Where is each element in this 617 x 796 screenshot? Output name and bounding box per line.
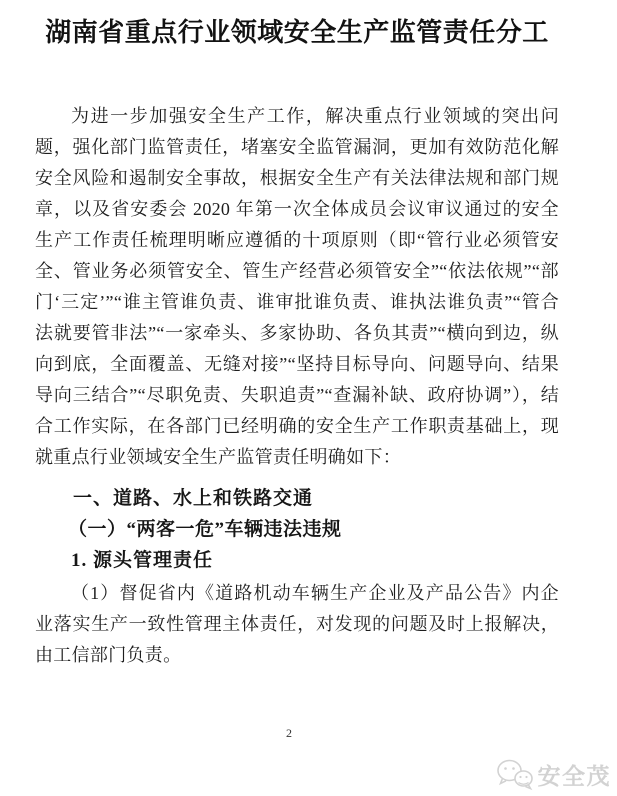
- page-title: 湖南省重点行业领域安全生产监管责任分工: [45, 18, 549, 47]
- paragraph-line: 就重点行业领域安全生产监管责任明确如下：: [35, 447, 401, 467]
- wechat-chat-bubbles-icon: [495, 757, 535, 791]
- intro-paragraph: [35, 101, 559, 473]
- paragraph-line: 由工信部门负责。: [35, 645, 182, 665]
- paragraph-line: 全、管业务必须管安全、管生产经营必须管安全”“依法依规”“部: [35, 261, 559, 281]
- section-heading-level1: 一、道路、水上和铁路交通: [73, 488, 314, 509]
- paragraph-line: 章，以及省安委会 2020 年第一次全体成员会议审议通过的安全: [35, 199, 559, 219]
- body-paragraph: [35, 578, 559, 671]
- document-content: [35, 0, 559, 671]
- paragraph-line: 生产工作责任梳理明晰应遵循的十项原则（即“管行业必须管安: [35, 230, 559, 250]
- watermark-label: 安全茂: [537, 762, 611, 789]
- section-heading-level2: （一）“两客一危”车辆违法违规: [68, 519, 342, 540]
- section-heading-level3: 1. 源头管理责任: [71, 550, 214, 571]
- paragraph-line: 门‘三定’”“谁主管谁负责、谁审批谁负责、谁执法谁负责”“管合: [35, 292, 559, 312]
- paragraph-line: 安全风险和遏制安全事故，根据安全生产有关法律法规和部门规: [35, 168, 559, 188]
- paragraph-line: 向到底，全面覆盖、无缝对接”“坚持目标导向、问题导向、结果: [35, 354, 559, 374]
- paragraph-line: 合工作实际，在各部门已经明确的安全生产工作职责基础上，现: [35, 416, 559, 436]
- paragraph-line: 为进一步加强安全生产工作，解决重点行业领域的突出问: [71, 106, 559, 126]
- paragraph-line: 题，强化部门监管责任，堵塞安全监管漏洞，更加有效防范化解: [35, 137, 559, 157]
- watermark: [495, 757, 612, 791]
- paragraph-line: 业落实生产一致性管理主体责任，对发现的问题及时上报解决，: [35, 614, 559, 634]
- paragraph-line: 导向三结合”“尽职免责、失职追责”“查漏补缺、政府协调”），结: [35, 385, 559, 405]
- paragraph-line: 法就要管非法”“一家牵头、多家协助、各负其责”“横向到边，纵: [35, 323, 559, 343]
- paragraph-line: （1）督促省内《道路机动车辆生产企业及产品公告》内企: [71, 583, 559, 603]
- page-number: 2: [286, 726, 292, 740]
